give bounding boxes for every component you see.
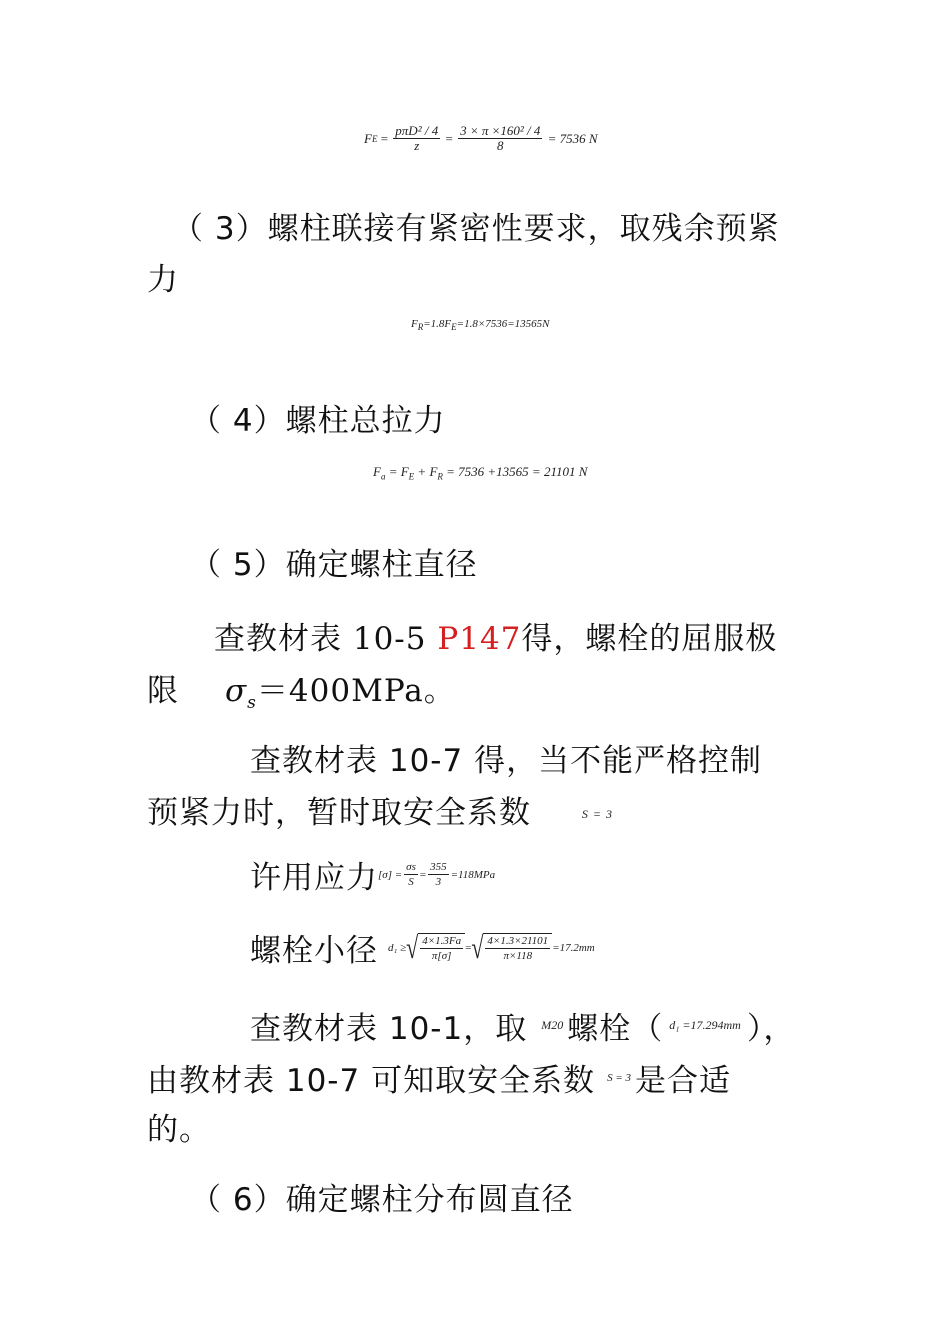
formula-expression: = F: [388, 464, 409, 479]
text-segment: 螺栓（: [567, 1011, 664, 1047]
step5-line8: [147, 1055, 731, 1100]
square-root: √ $\frac{4\times 1.3Fa}{\pi[\sigma]}$: [406, 933, 465, 963]
step5-line4: [147, 787, 613, 832]
fraction-denominator: π×118: [503, 949, 533, 962]
fraction-numerator: 4×1.3×21101: [487, 934, 549, 947]
bolt-spec: M20: [541, 1018, 564, 1032]
text-segment: ＝400MPa。: [256, 673, 456, 709]
formula-subscript: R: [417, 322, 424, 333]
allowable-stress-formula: [σ] = $\frac{\sigma s}{S}$ = $\frac{355}{3}$ =118MPa: [378, 861, 496, 888]
step5-line7: [250, 1003, 795, 1048]
fraction: [393, 124, 440, 153]
square-root: √ $\frac{4\times 1.3\times 21101}{\pi\times 118}$: [471, 933, 552, 963]
formula-symbol: F: [373, 464, 381, 479]
step3-line2: 力: [147, 262, 179, 298]
step5-line1: [214, 613, 777, 658]
formula-result: =118MPa: [450, 868, 496, 881]
step4-title: （ 4）螺柱总拉力: [190, 403, 446, 439]
formula-total-tension: [373, 464, 587, 482]
formula-result: =17.2mm: [552, 941, 595, 954]
formula-subscript: a: [380, 471, 386, 482]
step6-title: （ 6）确定螺柱分布圆直径: [190, 1182, 574, 1218]
text-segment: 由教材表 10-7 可知取安全系数: [147, 1063, 596, 1099]
formula-expression: [σ] =: [378, 868, 403, 881]
step5-line9: 的。: [147, 1112, 211, 1148]
fraction-denominator: 3: [435, 876, 442, 888]
text-segment: 查教材表 10-1，取: [250, 1011, 528, 1047]
fraction: [428, 860, 449, 889]
step5-line3: 查教材表 10-7 得，当不能严格控制: [250, 743, 763, 779]
page-reference: P147: [437, 621, 522, 657]
fraction: [458, 124, 542, 153]
text-segment: 预紧力时，暂时取安全系数: [147, 795, 531, 831]
text-segment: 限: [147, 673, 179, 709]
step3-line1: （ 3）螺柱联接有紧密性要求，取残余预紧: [172, 211, 780, 247]
sigma-symbol: σ: [225, 673, 248, 709]
fraction-denominator: S: [408, 876, 414, 888]
fraction-denominator: π[σ]: [431, 949, 452, 962]
fraction-numerator: pπD² / 4: [395, 123, 439, 138]
allowable-stress-row: [250, 852, 495, 897]
formula-result: =1.8×7536=13565N: [456, 318, 550, 330]
text-segment: 是合适: [635, 1063, 731, 1099]
step5-title: （ 5）确定螺柱直径: [190, 547, 478, 583]
fraction-numerator: 3 × π ×160² / 4: [460, 123, 541, 138]
formula-subscript: R: [437, 471, 443, 482]
formula-result: = 7536 N: [547, 130, 598, 146]
formula-subscript: E: [451, 322, 457, 333]
fraction-numerator: σs: [406, 861, 416, 873]
formula-residual-preload: [411, 318, 550, 332]
fraction-numerator: 355: [430, 861, 447, 873]
formula-symbol: F: [364, 130, 372, 146]
formula-external-force: F E = $\frac{\text{pπD² / 4}}{z}$ = $\frac{\text{3 × π ×160² / 4}}{8}$ = 7536 N: [364, 123, 598, 153]
allowable-stress-label: 许用应力: [250, 860, 378, 896]
fraction: [420, 934, 463, 963]
minor-diameter-label: 螺栓小径: [250, 933, 378, 969]
step5-line2: [147, 665, 456, 713]
formula-result: = 7536 +13565 = 21101 N: [446, 464, 588, 479]
minor-diameter-formula: d₁ ≥ √ $\frac{4\times 1.3Fa}{\pi[\sigma]}$ = √ $\frac{4\times 1.3\times 21101}{\pi\times 118}$ =17.2mm: [388, 929, 595, 965]
safety-factor-formula: S = 3: [581, 807, 613, 821]
fraction-denominator: z: [414, 138, 420, 153]
formula-subscript: E: [371, 133, 378, 144]
fraction-denominator: 8: [496, 138, 504, 153]
fraction: [485, 934, 550, 963]
formula-symbol: F: [411, 318, 418, 330]
formula-subscript: s: [247, 693, 257, 714]
formula-expression: d₁ ≥: [388, 941, 407, 954]
minor-diameter-row: [250, 925, 595, 970]
formula-subscript: E: [408, 471, 415, 482]
fraction-numerator: 4×1.3Fa: [422, 934, 462, 947]
text-segment: ），: [746, 1011, 796, 1047]
text-segment: 得，螺栓的屈服极: [521, 621, 778, 657]
text-segment: 查教材表 10-5: [214, 621, 438, 657]
formula-expression: + F: [417, 464, 438, 479]
formula-expression: =1.8F: [423, 318, 452, 330]
fraction: [404, 860, 418, 889]
minor-diameter-value: d₁ =17.294mm: [669, 1018, 741, 1032]
safety-factor-formula: S = 3: [607, 1071, 631, 1084]
